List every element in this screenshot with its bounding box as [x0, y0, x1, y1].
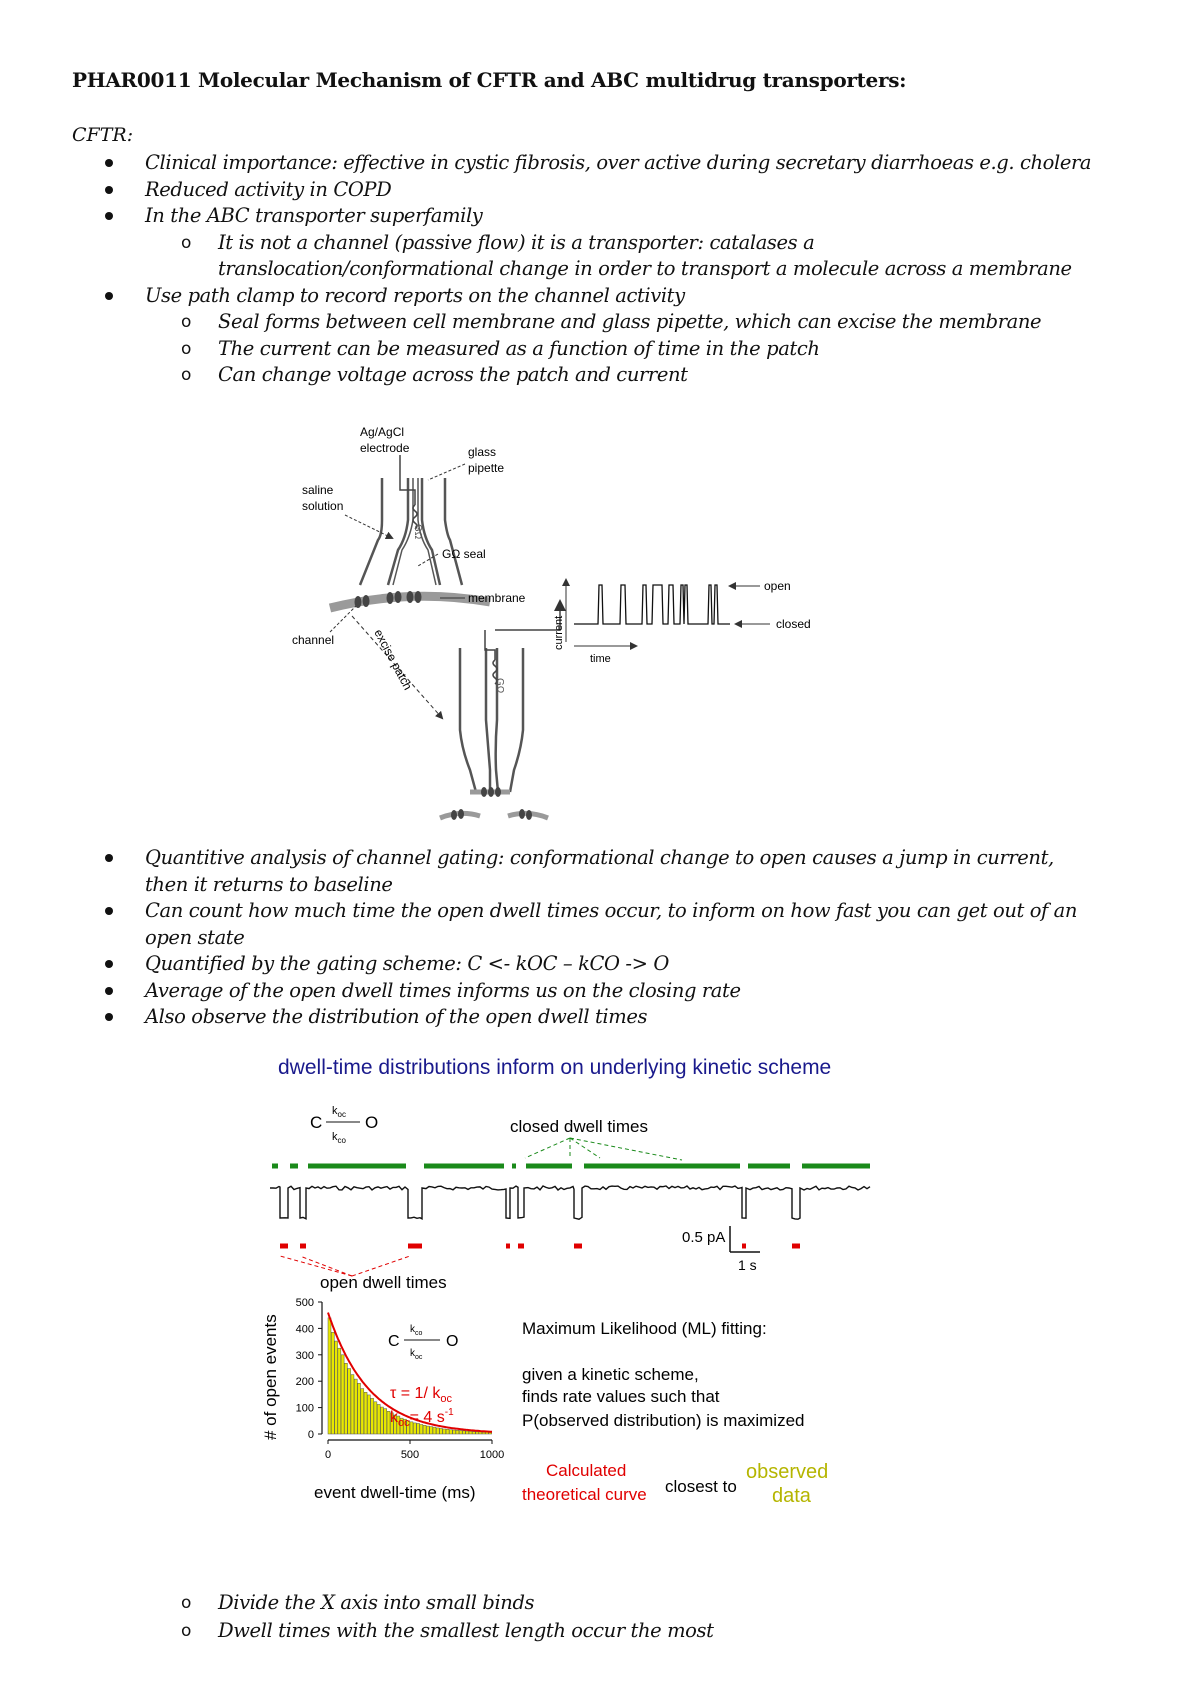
histogram-bar [328, 1318, 331, 1434]
histogram-bar [371, 1398, 374, 1434]
bullet-dot [105, 186, 113, 194]
excise-patch-label: excise patch [371, 626, 416, 693]
chart-scheme-C: C [388, 1333, 400, 1350]
bullet-text: translocation/conformational change in order to transport a molecule across a membrane [218, 257, 1072, 280]
x-tick-label: 1000 [479, 1449, 505, 1461]
histogram-bar [384, 1409, 387, 1434]
sub-bullet-marker: o [181, 365, 192, 385]
histogram-bar [482, 1432, 485, 1434]
histogram-bar [469, 1431, 472, 1434]
histogram-bar [446, 1429, 449, 1434]
single-channel-trace [574, 585, 730, 624]
current-axis-label: current [553, 615, 565, 650]
tau-formula: τ = 1/ $k_{oc}$ [390, 1385, 452, 1405]
glass-label: glass [468, 445, 497, 459]
histogram-bar [433, 1427, 436, 1434]
electrode-label-1: Ag/AgCl [360, 425, 405, 439]
closed-state-label: closed [776, 617, 811, 631]
data-label: data [772, 1485, 811, 1507]
histogram-bar [374, 1402, 377, 1434]
scheme-koc: $k_{oc}$ [332, 1105, 346, 1119]
kinetic-scheme-chart [388, 1324, 458, 1361]
y-axis-label: # of open events [261, 1314, 280, 1440]
dwell-time-figure [261, 1050, 950, 1507]
histogram-bar [341, 1355, 344, 1434]
closest-label: closest to [665, 1477, 737, 1496]
calc-label-1: Calculated [546, 1461, 627, 1480]
histogram-bar [361, 1389, 364, 1434]
ml-line3: P(observed distribution) is maximized [522, 1411, 805, 1430]
scale-pa-label: 0.5 pA [682, 1229, 726, 1246]
histogram-bar [466, 1431, 469, 1434]
upper-gohm-label: GΩ [412, 524, 423, 540]
chart-scheme-kco: $k_{co}$ [410, 1324, 423, 1337]
kinetic-scheme-top [310, 1105, 378, 1145]
bullet-text: Also observe the distribution of the open dwell times [145, 1005, 648, 1028]
histogram-bar [354, 1379, 357, 1434]
histogram-bar [443, 1429, 446, 1434]
histogram-bar [348, 1369, 351, 1434]
histogram-bar [335, 1341, 338, 1434]
lower-gohm-label: GΩ [494, 678, 505, 694]
bullet-dot [105, 960, 113, 968]
histogram-bar [462, 1431, 465, 1434]
sub-bullet-marker: o [181, 312, 192, 332]
bullet-dot [105, 854, 113, 862]
bullet-text: Quantified by the gating scheme: C <- kOC – kCO -> O [145, 952, 669, 975]
histogram-bar [456, 1430, 459, 1434]
bullet-text: open state [145, 925, 245, 949]
y-tick-label: 0 [307, 1429, 314, 1441]
observed-label: observed [746, 1461, 829, 1483]
x-axis-label: event dwell-time (ms) [314, 1483, 476, 1502]
histogram-bar [338, 1348, 341, 1434]
y-tick-label: 400 [295, 1323, 314, 1336]
patch-clamp-diagram [290, 420, 910, 835]
histogram-bar [459, 1431, 462, 1434]
bullet-text: Clinical importance: effective in cystic fibrosis, over active during secretary diarrhoeas e.g. cholera [145, 151, 1092, 174]
bullet-dot [105, 159, 113, 167]
bullet-text: In the ABC transporter superfamily [145, 204, 483, 227]
y-tick-label: 100 [295, 1402, 314, 1415]
bullet-text: Reduced activity in COPD [145, 177, 392, 201]
sub-bullet-marker: o [181, 338, 192, 359]
y-tick-label: 300 [295, 1349, 314, 1362]
koc-value: $k_{oc}= 4$ $s^{-1}$ [390, 1407, 454, 1429]
figure2-title: dwell-time distributions inform on underlying kinetic scheme [278, 1056, 832, 1079]
histogram-bar [430, 1427, 433, 1434]
bullet-text: Quantitive analysis of channel gating: conformational change to open causes a jump in current, [145, 846, 1054, 869]
histogram-bar [449, 1430, 452, 1434]
section-heading: CFTR: [72, 124, 134, 146]
histogram-bar [351, 1375, 354, 1434]
scheme-C: C [310, 1113, 323, 1132]
calc-label-2: theoretical curve [522, 1485, 647, 1504]
time-axis-label: time [590, 653, 611, 665]
histogram-bar [472, 1432, 475, 1434]
y-tick-label: 500 [295, 1297, 314, 1309]
histogram-bar [479, 1432, 482, 1434]
lower-pipette [460, 648, 523, 792]
histogram-bar [380, 1407, 383, 1434]
document-title: PHAR0011 Molecular Mechanism of CFTR and ABC multidrug transporters: [72, 68, 907, 92]
channel-proteins [355, 591, 422, 608]
pipette-label: pipette [468, 461, 505, 475]
chart-scheme-O: O [446, 1333, 459, 1350]
bullet-dot [105, 212, 113, 220]
upper-pipette [360, 478, 462, 585]
bullet-text: Average of the open dwell times informs us on the closing rate [145, 978, 741, 1002]
bullet-text: It is not a channel (passive flow) it is a transporter: catalases a [218, 230, 815, 254]
dwell-trace-group [270, 1166, 870, 1246]
open-state-label: open [764, 579, 791, 593]
open-dwell-histogram [296, 1297, 505, 1461]
histogram-bar [440, 1428, 443, 1434]
channel-label: channel [292, 633, 335, 647]
scheme-kco: $k_{co}$ [332, 1131, 346, 1145]
bullet-text: Seal forms between cell membrane and glass pipette, which can excise the membrane [218, 310, 1042, 333]
histogram-bar [358, 1383, 361, 1434]
ml-line2: finds rate values such that [522, 1387, 720, 1406]
bullet-text: then it returns to baseline [145, 872, 393, 896]
histogram-bar [331, 1332, 334, 1434]
histogram-bar [426, 1426, 429, 1434]
membrane-label: membrane [468, 591, 526, 605]
electrode-label-2: electrode [360, 441, 410, 455]
bullet-text: Dwell times with the smallest length occur the most [218, 1619, 714, 1642]
sub-bullet-marker: o [181, 1621, 192, 1641]
saline-label: saline [302, 483, 334, 497]
bullet-text: Divide the X axis into small binds [218, 1591, 535, 1614]
x-tick-label: 0 [324, 1449, 332, 1461]
histogram-bar [367, 1395, 370, 1434]
sub-bullet-marker: o [181, 232, 192, 253]
histogram-bar [377, 1404, 380, 1434]
current-trace [270, 1186, 870, 1219]
histogram-bar [423, 1425, 426, 1434]
y-tick-label: 200 [295, 1376, 314, 1389]
ml-title: Maximum Likelihood (ML) fitting: [522, 1319, 767, 1338]
bullet-dot [105, 987, 113, 995]
bullet-text: The current can be measured as a function of time in the patch [218, 336, 820, 360]
bullet-text: Can count how much time the open dwell times occur, to inform on how fast you can get out of an [145, 899, 1078, 922]
closed-dwell-label: closed dwell times [510, 1117, 648, 1136]
histogram-bar [364, 1392, 367, 1434]
histogram-bar [476, 1432, 479, 1434]
seal-label: GΩ seal [442, 547, 486, 561]
bullet-text: Use path clamp to record reports on the channel activity [145, 283, 685, 307]
sub-bullet-marker: o [181, 1593, 192, 1613]
bullet-text: Can change voltage across the patch and current [218, 363, 688, 386]
bullet-dot [105, 1013, 113, 1021]
bullet-dot [105, 907, 113, 915]
x-tick-label: 500 [400, 1449, 420, 1461]
histogram-bar [453, 1430, 456, 1434]
ml-line1: given a kinetic scheme, [522, 1365, 699, 1384]
open-dwell-label: open dwell times [320, 1273, 447, 1292]
closed-pointer-lines [525, 1138, 682, 1160]
bullet-dot [105, 292, 113, 300]
histogram-bar [436, 1428, 439, 1434]
solution-label: solution [302, 499, 344, 513]
histogram-bar [344, 1363, 347, 1434]
scheme-O: O [365, 1113, 379, 1132]
chart-scheme-koc: $k_{oc}$ [410, 1348, 423, 1361]
scale-s-label: 1 s [738, 1257, 757, 1273]
